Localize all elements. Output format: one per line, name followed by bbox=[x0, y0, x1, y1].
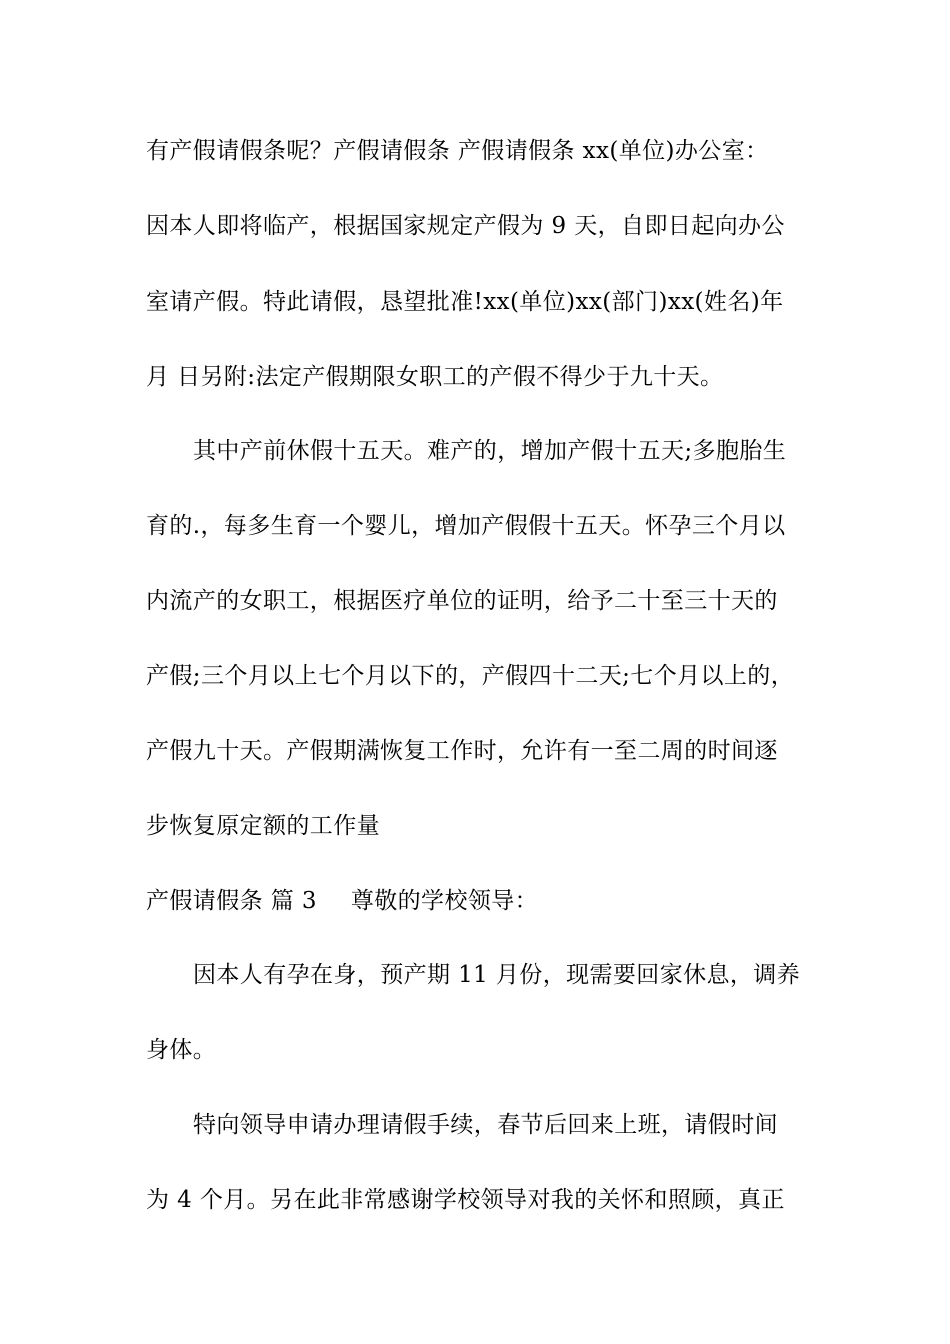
paragraph-line-10: 步恢复原定额的工作量 bbox=[146, 813, 380, 839]
paragraph-line-1: 有产假请假条呢？产假请假条 产假请假条 xx(单位)办公室： bbox=[146, 138, 769, 164]
section-heading-line bbox=[146, 886, 816, 916]
paragraph-line-4: 月 日另附:法定产假期限女职工的产假不得少于九十天。 bbox=[146, 364, 724, 390]
paragraph2-line-2: 身体。 bbox=[146, 1037, 217, 1063]
paragraph-line-8: 产假;三个月以上七个月以下的，产假四十二天;七个月以上的， bbox=[146, 663, 795, 689]
paragraph-line-9: 产假九十天。产假期满恢复工作时，允许有一至二周的时间逐 bbox=[146, 738, 778, 764]
section-salutation: 尊敬的学校领导： bbox=[350, 888, 539, 914]
paragraph-line-6: 育的.，每多生育一个婴儿，增加产假假十五天。怀孕三个月以 bbox=[146, 513, 786, 539]
paragraph2-line-4: 为 4 个月。另在此非常感谢学校领导对我的关怀和照顾，真正 bbox=[146, 1187, 785, 1213]
paragraph-line-2: 因本人即将临产，根据国家规定产假为 9 天，自即日起向办公 bbox=[146, 213, 785, 239]
section-heading: 产假请假条 篇 3 bbox=[146, 888, 317, 914]
paragraph2-line-1: 因本人有孕在身，预产期 11 月份，现需要回家休息，调养 bbox=[193, 962, 801, 988]
paragraph2-line-3: 特向领导申请办理请假手续，春节后回来上班，请假时间 bbox=[193, 1112, 778, 1138]
paragraph-line-7: 内流产的女职工，根据医疗单位的证明，给予二十至三十天的 bbox=[146, 588, 778, 614]
paragraph-line-5: 其中产前休假十五天。难产的，增加产假十五天;多胞胎生 bbox=[193, 438, 787, 464]
paragraph-line-3: 室请产假。特此请假，恳望批准!xx(单位)xx(部门)xx(姓名)年 bbox=[146, 289, 784, 315]
